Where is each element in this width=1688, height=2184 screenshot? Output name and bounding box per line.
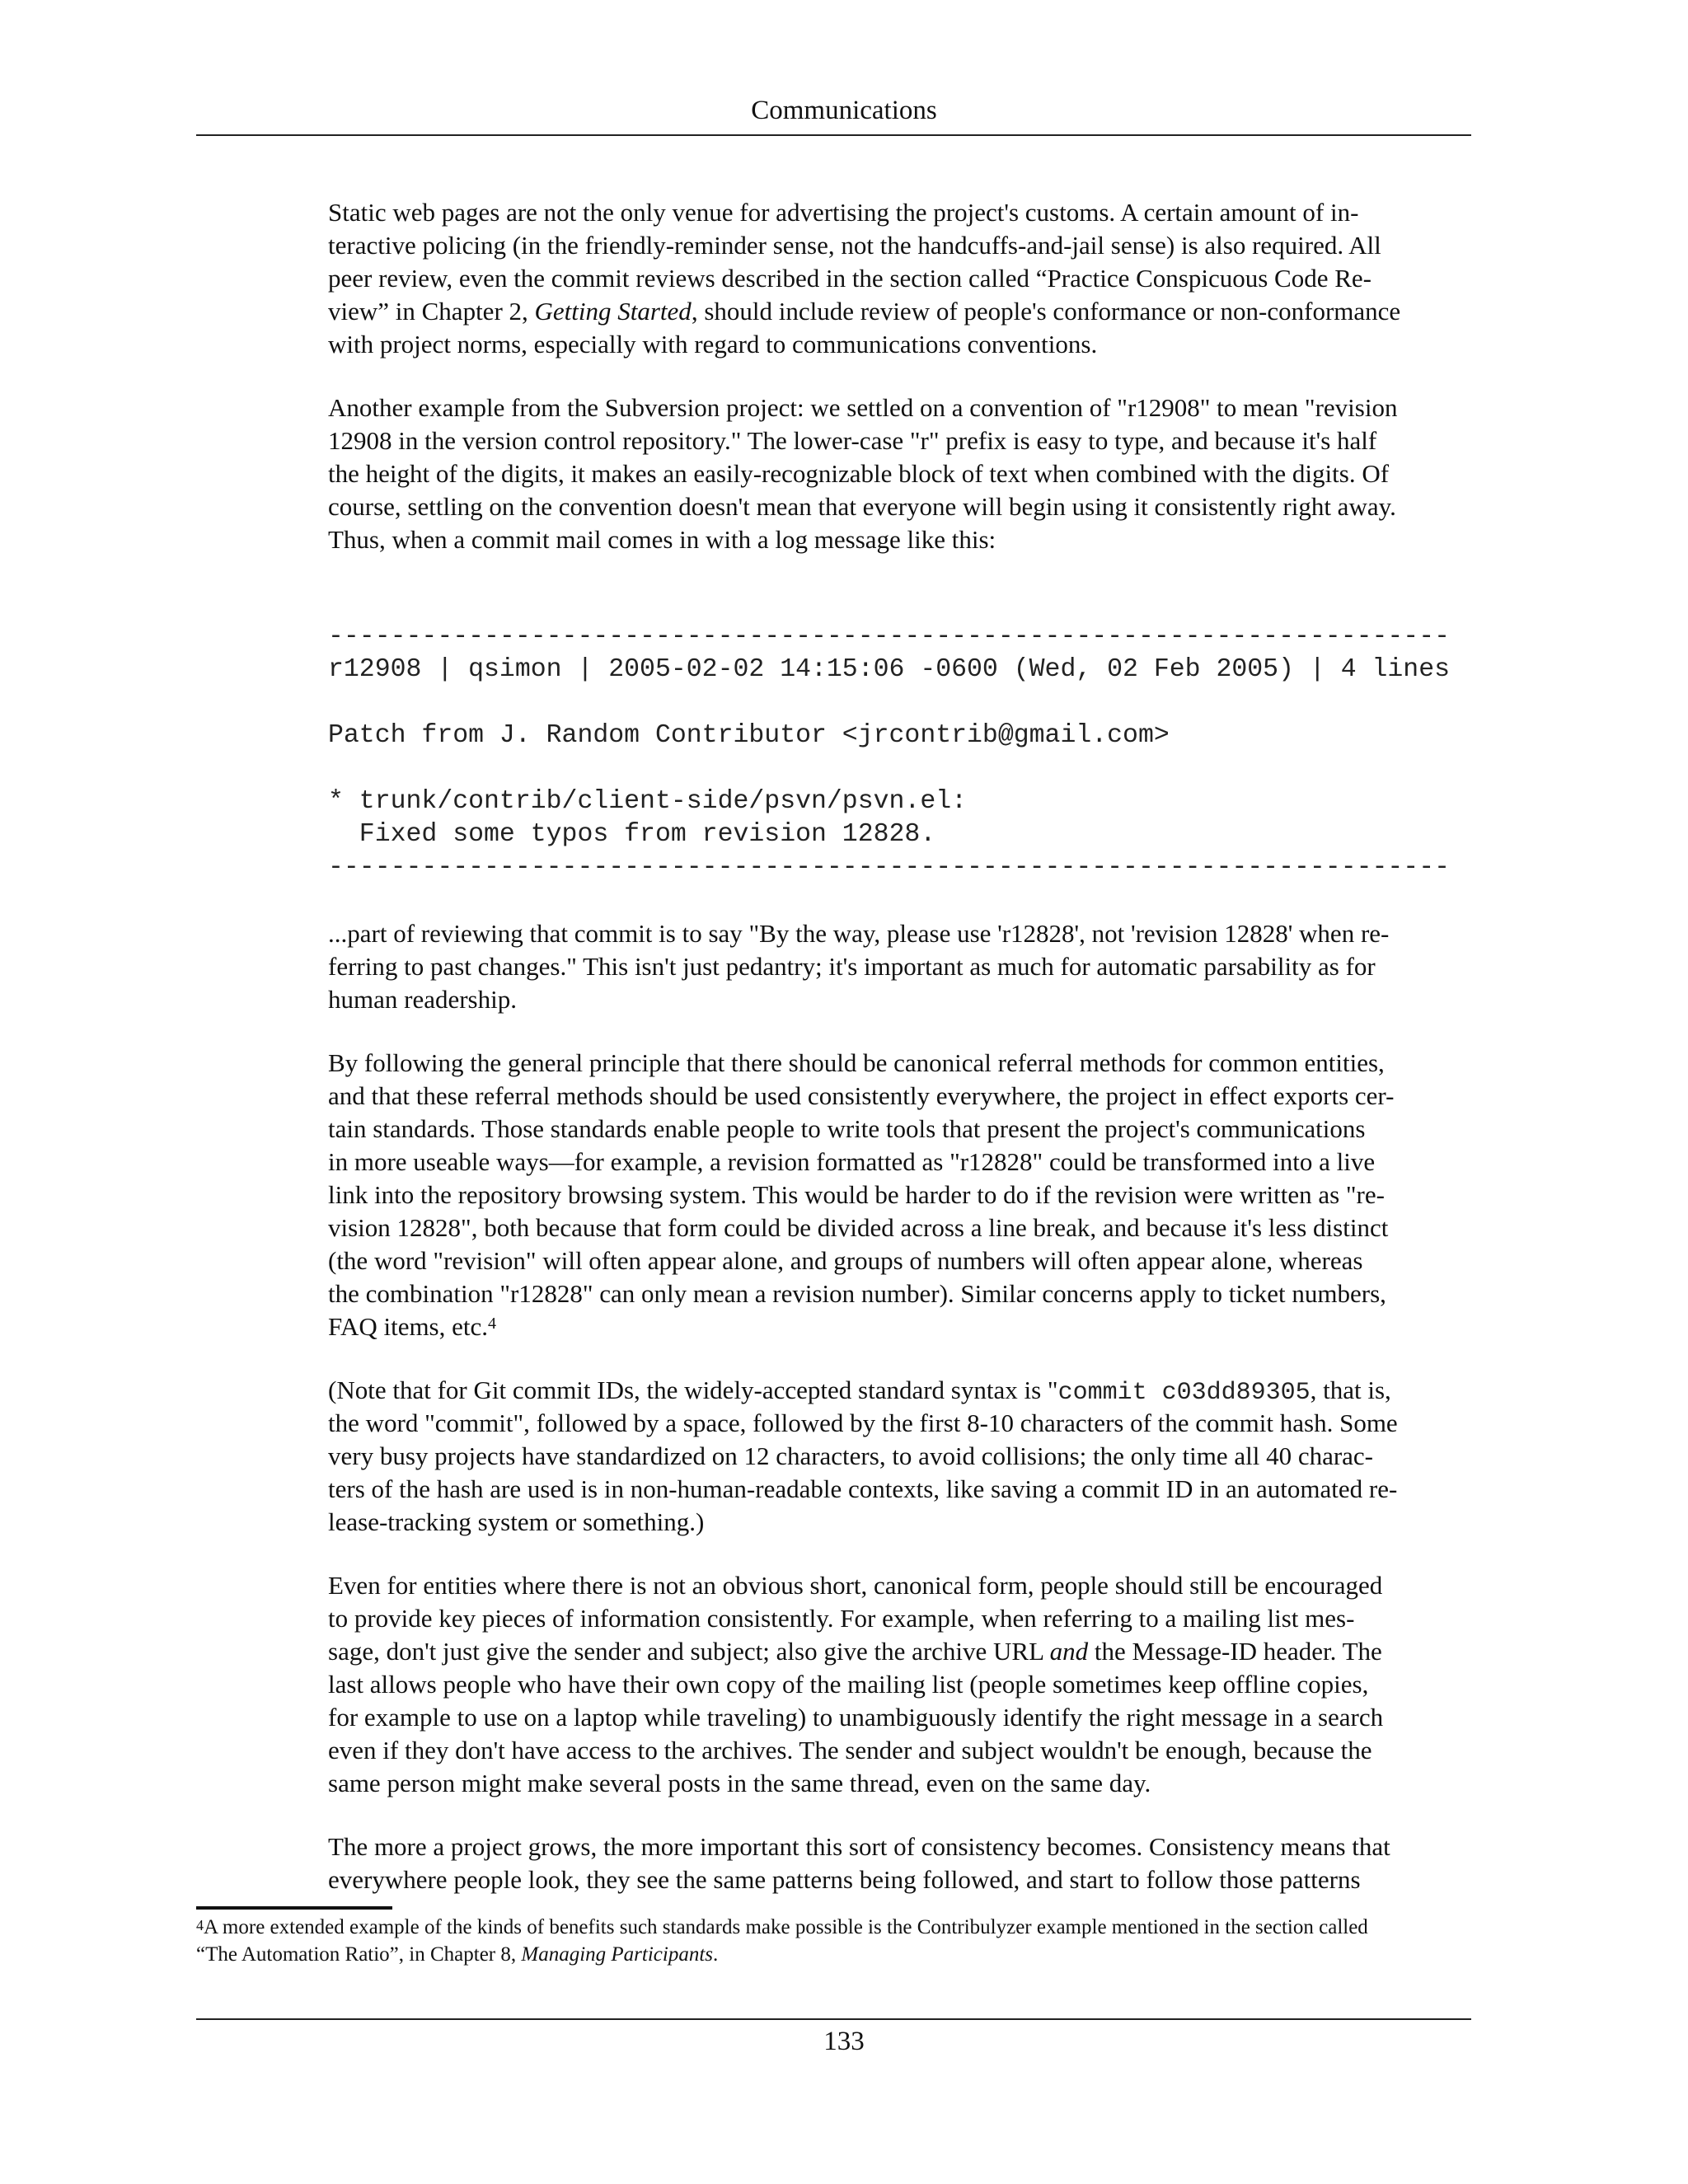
code-line: r12908 | qsimon | 2005-02-02 14:15:06 -0600 (Wed, 02 Feb 2005) | 4 lines <box>328 655 1451 684</box>
text-line: same person might make several posts in the same thread, even on the same day. <box>328 1769 1151 1797</box>
chapter-title-italic: Getting Started <box>534 297 692 326</box>
inline-code: commit c03dd89305 <box>1057 1379 1311 1407</box>
paragraph-6 <box>328 1569 1472 1800</box>
footnote-mark: 4 <box>196 1917 204 1933</box>
text-line: ...part of reviewing that commit is to say "By the way, please use 'r12828', not 'revision 12828' when re- <box>328 919 1390 948</box>
text-line: the word "commit", followed by a space, followed by the first 8-10 characters of the commit hash. Some <box>328 1408 1398 1437</box>
footnote-line <box>196 1914 1472 1941</box>
text-line: the height of the digits, it makes an easily-recognizable block of text when combined with the digits. Of <box>328 459 1390 488</box>
paragraph-7 <box>328 1830 1472 1896</box>
text-line: (the word "revision" will often appear alone, and groups of numbers will often appear alone, whereas <box>328 1246 1363 1275</box>
footnote-line <box>196 1941 1472 1968</box>
text-line: Thus, when a commit mail comes in with a log message like this: <box>328 525 996 554</box>
code-line: Patch from J. Random Contributor <jrcontrib@gmail.com> <box>328 721 1170 750</box>
text-line: vision 12828", both because that form could be divided across a line break, and because it's less distinct <box>328 1213 1389 1242</box>
footer-rule <box>196 2018 1471 2020</box>
text-line: tain standards. Those standards enable people to write tools that present the project's communications <box>328 1114 1366 1143</box>
text-line: and that these referral methods should be used consistently everywhere, the project in effect exports cer- <box>328 1081 1395 1110</box>
text-line: Another example from the Subversion project: we settled on a convention of "r12908" to mean "revision <box>328 393 1398 422</box>
footnote <box>196 1914 1472 1968</box>
body-text <box>328 196 1472 1927</box>
paragraph-4 <box>328 1047 1472 1343</box>
text-run: A more extended example of the kinds of benefits such standards make possible is the Contribulyzer example mentioned in the section called <box>204 1916 1368 1938</box>
text-line: By following the general principle that there should be canonical referral methods for common entities, <box>328 1048 1385 1077</box>
text-line <box>328 295 1472 328</box>
text-line: the combination "r12828" can only mean a revision number). Similar concerns apply to ticket numbers, <box>328 1279 1386 1308</box>
text-line: to provide key pieces of information consistently. For example, when referring to a mailing list mes- <box>328 1604 1355 1633</box>
code-line: Fixed some typos from revision 12828. <box>328 820 936 849</box>
text-line: Even for entities where there is not an obvious short, canonical form, people should still be encouraged <box>328 1571 1383 1600</box>
text-line: ferring to past changes." This isn't just pedantry; it's important as much for automatic parsability as for <box>328 952 1376 981</box>
code-line <box>328 687 1472 719</box>
text-line: lease-tracking system or something.) <box>328 1507 705 1536</box>
text-line <box>328 1310 1472 1343</box>
page-number: 133 <box>823 2027 865 2056</box>
paragraph-1 <box>328 196 1472 361</box>
paragraph-3 <box>328 917 1472 1016</box>
text-line: course, settling on the convention doesn't mean that everyone will begin using it consistently right away. <box>328 492 1396 521</box>
code-line: ------------------------------------------------------------------------ <box>328 622 1451 651</box>
code-line: * trunk/contrib/client-side/psvn/psvn.el: <box>328 787 968 816</box>
text-run: FAQ items, etc. <box>328 1312 489 1341</box>
text-run: the Message-ID header. The <box>1088 1637 1382 1666</box>
text-line: ters of the hash are used is in non-human-readable contexts, like saving a commit ID in an automated re- <box>328 1474 1398 1503</box>
text-line: last allows people who have their own copy of the mailing list (people sometimes keep offline copies, <box>328 1670 1369 1699</box>
text-line: The more a project grows, the more important this sort of consistency becomes. Consistency means that <box>328 1832 1390 1861</box>
text-run: , should include review of people's conformance or non-conformance <box>691 297 1401 326</box>
text-run: (Note that for Git commit IDs, the widely-accepted standard syntax is " <box>328 1376 1058 1404</box>
text-run: view” in Chapter 2, <box>328 297 535 326</box>
text-line: Static web pages are not the only venue for advertising the project's customs. A certain amount of in- <box>328 198 1359 227</box>
text-run: “The Automation Ratio”, in Chapter 8, <box>196 1943 522 1966</box>
text-line: with project norms, especially with regard to communications conventions. <box>328 330 1098 359</box>
text-line: in more useable ways—for example, a revision formatted as "r12828" could be transformed into a live <box>328 1147 1376 1176</box>
text-run: . <box>713 1943 719 1966</box>
paragraph-2 <box>328 391 1472 556</box>
text-line: human readership. <box>328 985 517 1014</box>
text-line <box>328 1374 1472 1407</box>
code-line <box>328 752 1472 785</box>
text-line <box>328 1635 1472 1668</box>
text-line: teractive policing (in the friendly-reminder sense, not the handcuffs-and-jail sense) is also required. All <box>328 231 1381 260</box>
footnote-reference[interactable]: 4 <box>488 1315 497 1333</box>
paragraph-5 <box>328 1374 1472 1539</box>
text-run: , that is, <box>1310 1376 1391 1404</box>
emphasis-italic: and <box>1049 1637 1089 1666</box>
text-run: sage, don't just give the sender and subject; also give the archive URL <box>328 1637 1050 1666</box>
running-header: Communications <box>751 96 937 125</box>
commit-log-code-block <box>328 621 1472 884</box>
code-line: ------------------------------------------------------------------------ <box>328 853 1451 882</box>
text-line: link into the repository browsing system. This would be harder to do if the revision were written as "re- <box>328 1180 1385 1209</box>
footnote-rule <box>196 1906 392 1910</box>
header-rule <box>196 134 1471 136</box>
text-line: very busy projects have standardized on 12 characters, to avoid collisions; the only time all 40 charac- <box>328 1441 1374 1470</box>
chapter-title-italic: Managing Participants <box>521 1943 714 1966</box>
text-line: peer review, even the commit reviews described in the section called “Practice Conspicuous Code Re- <box>328 264 1372 293</box>
text-line: for example to use on a laptop while traveling) to unambiguously identify the right message in a search <box>328 1703 1384 1732</box>
text-line: everywhere people look, they see the same patterns being followed, and start to follow those patterns <box>328 1865 1361 1894</box>
text-line: 12908 in the version control repository." The lower-case "r" prefix is easy to type, and because it's half <box>328 426 1377 455</box>
text-line: even if they don't have access to the archives. The sender and subject wouldn't be enough, because the <box>328 1736 1372 1765</box>
